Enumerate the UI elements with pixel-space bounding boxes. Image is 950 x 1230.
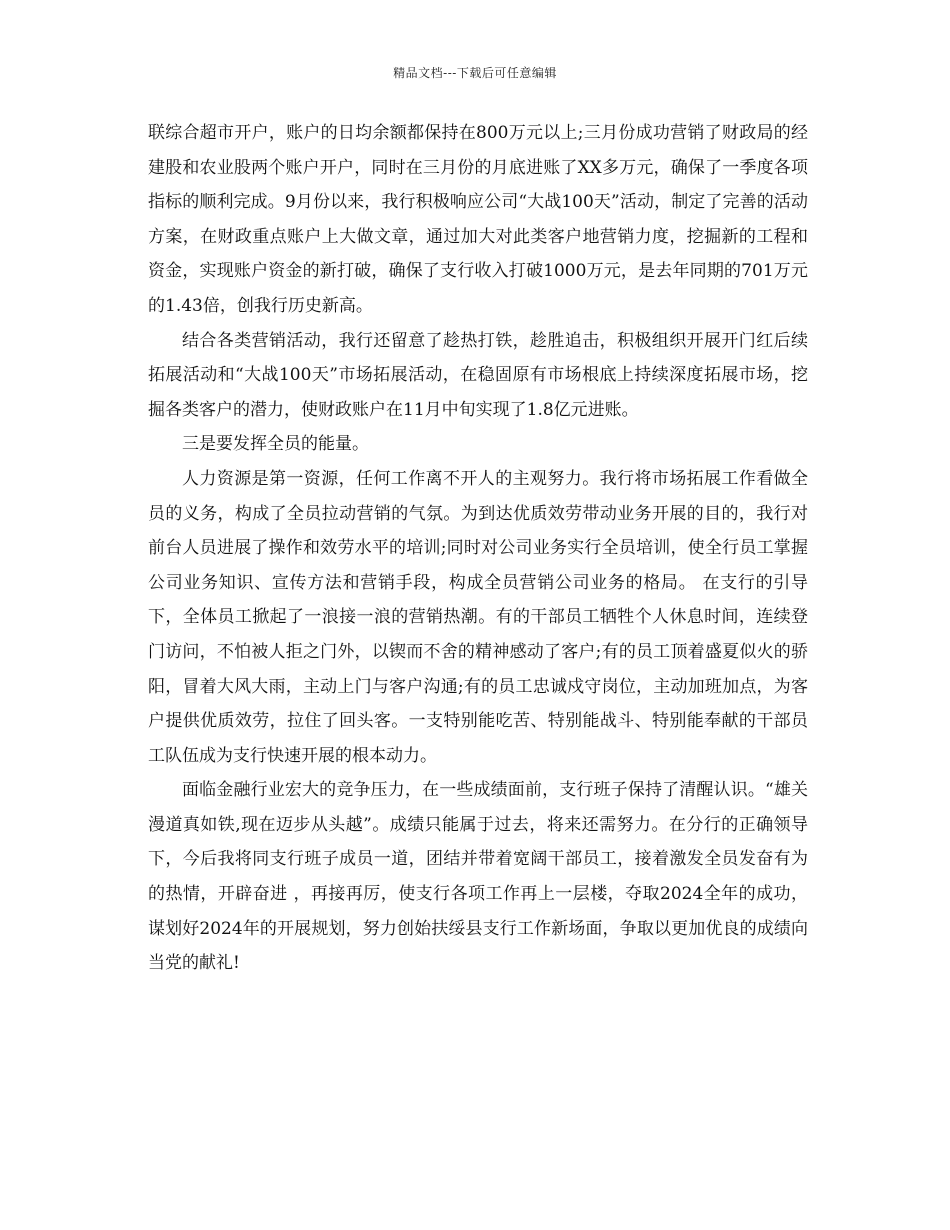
paragraph-continuation: 联综合超市开户，账户的日均余额都保持在800万元以上;三月份成功营销了财政局的经建股和农业股两个账户开户，同时在三月份的月底进账了XX多万元，确保了一季度各项指标的顺利完成。9月份以来，我行积极响应公司“大战100天”活动，制定了完善的活动方案，在财政重点账户上大做文章，通过加大对此类客户地营销力度，挖掘新的工程和资金，实现账户资金的新打破，确保了支行收入打破1000万元，是去年同期的701万元的1.43倍，创我行历史新高。: [148, 123, 808, 316]
document-body: [148, 116, 808, 981]
page-header: 精品文档---下载后可任意编辑: [393, 66, 557, 80]
paragraph-conclusion: 面临金融行业宏大的竞争压力，在一些成绩面前，支行班子保持了清醒认识。“雄关漫道真如铁,现在迈步从头越”。成绩只能属于过去，将来还需努力。在分行的正确领导下，今后我将同支行班子成员一道，团结并带着宽阔干部员工，接着激发全员发奋有为的热情，开辟奋进 ，再接再厉，使支行各项工作再上一层楼，夺取2024全年的成功，谋划好2024年的开展规划，努力创始扶绥县支行工作新场面，争取以更加优良的成绩向当党的献礼!: [148, 780, 808, 974]
paragraph-human-resources: 人力资源是第一资源，任何工作离不开人的主观努力。我行将市场拓展工作看做全员的义务，构成了全员拉动营销的气氛。为到达优质效劳带动业务开展的目的，我行对前台人员进展了操作和效劳水平的培训;同时对公司业务实行全员培训，使全行员工掌握公司业务知识、宣传方法和营销手段，构成全员营销公司业务的格局。 在支行的引导下，全体员工掀起了一浪接一浪的营销热潮。有的干部员工牺牲个人休息时间，连续登门访问，不怕被人拒之门外，以锲而不舍的精神感动了客户;有的员工顶着盛夏似火的骄阳，冒着大风大雨，主动上门与客户沟通;有的员工忠诚戍守岗位，主动加班加点，为客户提供优质效劳，拉住了回头客。一支特别能吃苦、特别能战斗、特别能奉献的干部员工队伍成为支行快速开展的根本动力。: [148, 468, 808, 766]
paragraph-section-heading: 三是要发挥全员的能量。: [182, 434, 369, 455]
paragraph-marketing-activities: 结合各类营销活动，我行还留意了趁热打铁，趁胜追击，积极组织开展开门红后续拓展活动和“大战100天”市场拓展活动，在稳固原有市场根底上持续深度拓展市场，挖掘各类客户的潜力，使财政账户在11月中旬实现了1.8亿元进账。: [148, 330, 808, 420]
